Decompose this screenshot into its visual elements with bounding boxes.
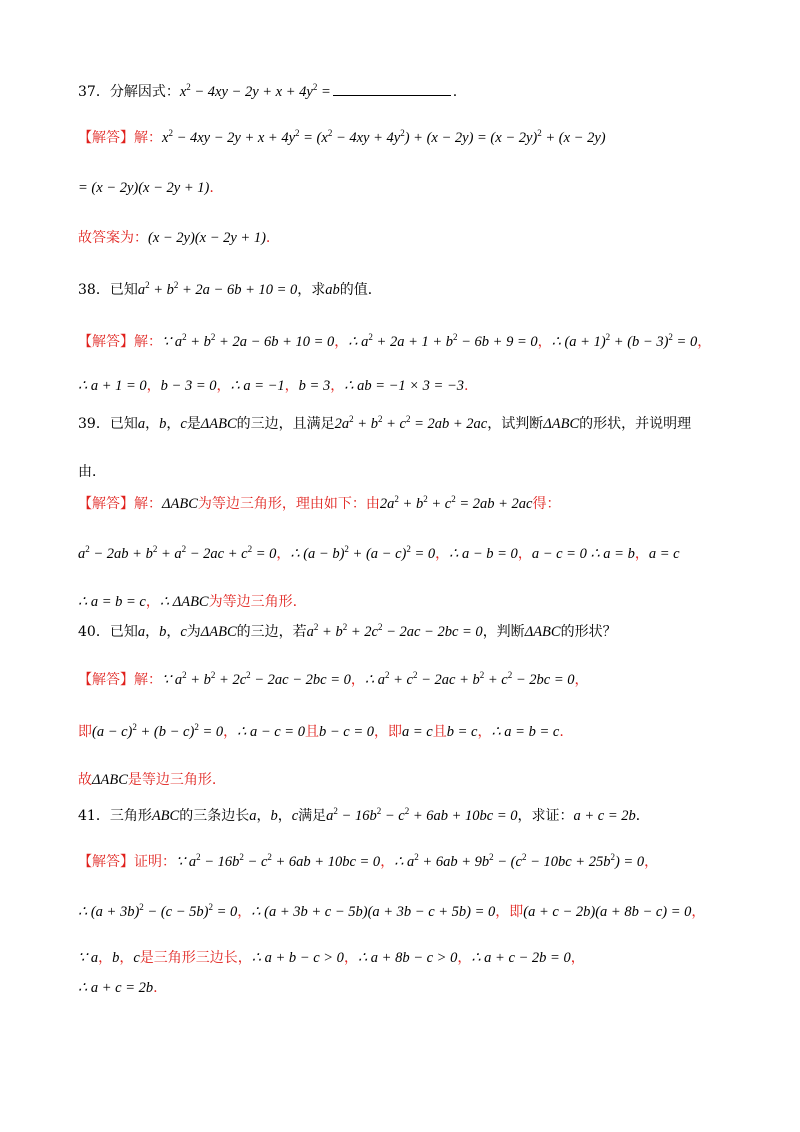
answer-text: ， <box>537 334 552 350</box>
math-expression: ∴ a + 8b − c > 0 <box>357 950 458 966</box>
math-expression: ∵ a <box>78 950 99 966</box>
answer-text: ， <box>145 594 160 610</box>
math-expression: ∴ a + c − 2b = 0 <box>471 950 571 966</box>
math-expression: ABC <box>151 808 180 824</box>
math-expression: ΔABC <box>200 624 237 640</box>
math-expression: b − 3 = 0 <box>160 378 217 394</box>
question-text: 由． <box>78 464 106 480</box>
math-expression: b <box>270 808 278 824</box>
question-text: ，判断 <box>482 624 525 640</box>
answer-text: . <box>265 230 271 246</box>
math-expression: ∴ $a^2 + c^2 - 2ac + b^2 + c^2 - 2bc = 0$ <box>364 670 575 688</box>
answer-text: 故 <box>78 772 92 788</box>
answer-text: 是三角形三边长， <box>139 950 252 966</box>
math-expression: (x − 2y)(x − 2y + 1) <box>148 230 266 246</box>
math-expression: = (x − 2y)(x − 2y + 1) <box>78 180 210 196</box>
question-text: ，求证： <box>517 808 574 824</box>
answer-text: ， <box>334 334 349 350</box>
answer-text: ， <box>330 378 345 394</box>
math-expression: a = c <box>648 546 680 562</box>
math-expression: a + c = 2b <box>573 808 636 824</box>
question-text: ， <box>166 624 181 640</box>
math-expression: ∴ a − c = 0 <box>237 724 305 740</box>
math-expression: ∵ $a^2 + b^2 + 2c^2 - 2ac - 2bc = 0$ <box>162 670 351 688</box>
answer-text: 【解答】 <box>78 496 134 512</box>
answer-text: ， <box>517 546 532 562</box>
math-expression: $2a^2 + b^2 + c^2 = 2ab + 2ac$ <box>379 494 533 512</box>
answer-text: 且 <box>432 724 447 740</box>
math-expression: a = c <box>401 724 433 740</box>
answer-text: ， <box>634 546 649 562</box>
math-expression: ∴ $a^2 + 6ab + 9b^2 - (c^2 - 10bc + 25b^2) = 0$ <box>394 852 645 870</box>
solution-line <box>78 494 560 514</box>
math-expression: b <box>159 416 167 432</box>
question-text: 的形状，并说明理 <box>579 416 692 432</box>
answer-text: ， <box>477 724 492 740</box>
solution-line <box>78 852 658 872</box>
math-expression: ∴ (a + 3b + c − 5b)(a + 3b − c + 5b) = 0 <box>251 904 496 920</box>
math-expression: $(a - c)^2 + (b - c)^2 = 0$ <box>92 722 224 740</box>
answer-text: ， <box>216 378 231 394</box>
math-expression: b = 3 <box>298 378 331 394</box>
answer-text: 证明： <box>134 854 176 870</box>
math-expression: ∴ a = b = c <box>78 594 146 610</box>
question-text: ，求 <box>297 282 326 298</box>
question-text: 的三边，且满足 <box>236 416 335 432</box>
question-text: 的三边，若 <box>236 624 307 640</box>
math-expression: b = c <box>446 724 478 740</box>
question-text: 满足 <box>298 808 327 824</box>
math-expression: a − c = 0 ∴ a = b <box>531 546 635 562</box>
answer-text: . <box>153 980 158 996</box>
answer-text: ， <box>284 378 299 394</box>
math-expression: b − c = 0 <box>318 724 374 740</box>
answer-text: ， <box>457 950 472 966</box>
math-expression: c <box>180 416 187 432</box>
math-expression: $a^2 - 2ab + b^2 + a^2 - 2ac + c^2 = 0$ <box>78 544 277 562</box>
math-expression: ΔABC <box>162 496 198 512</box>
solution-line <box>78 332 711 352</box>
answer-text: ， <box>98 950 113 966</box>
answer-text: 解： <box>134 496 162 512</box>
question-text: 38．已知 <box>78 282 138 298</box>
math-expression: c <box>291 808 299 824</box>
answer-text: ， <box>380 854 395 870</box>
solution-line <box>78 544 680 564</box>
math-expression: a <box>137 624 146 640</box>
question-text: ， <box>145 624 160 640</box>
math-expression: ∴ $(a + 1)^2 + (b - 3)^2 = 0$ <box>551 332 698 350</box>
solution-line <box>78 462 106 482</box>
solution-line <box>78 592 297 612</box>
answer-text: 【解答】 <box>78 854 134 870</box>
question-text: 的值． <box>339 282 382 298</box>
answer-text: ， <box>119 950 134 966</box>
solution-line <box>78 978 158 998</box>
math-expression: ∴ $(a - b)^2 + (a - c)^2 = 0$ <box>290 544 436 562</box>
math-expression: ∵ $a^2 + b^2 + 2a - 6b + 10 = 0$ <box>162 332 335 350</box>
answer-text: 为等边三角形，理由如下：由 <box>197 496 380 512</box>
answer-text: ， <box>276 546 291 562</box>
question-text: 37．分解因式： <box>78 84 180 100</box>
question-text: 39．已知 <box>78 416 138 432</box>
question-text: 41．三角形 <box>78 808 152 824</box>
math-expression: ΔABC <box>524 624 561 640</box>
math-expression: $x^2 - 4xy - 2y + x + 4y^2 = (x^2 - 4xy + 4y^2) + (x - 2y) = (x - 2y)^2 + (x - 2y)$ <box>162 128 606 146</box>
problem-statement-line <box>78 82 457 102</box>
answer-text: 即 <box>387 724 402 740</box>
solution-line <box>78 178 214 198</box>
math-expression: $a^2 + b^2 + 2c^2 - 2ac - 2bc = 0$ <box>306 622 483 640</box>
answer-text: 解： <box>134 672 162 688</box>
question-text: ， <box>256 808 271 824</box>
answer-text: ， <box>237 904 252 920</box>
answer-text: ， <box>350 672 365 688</box>
problem-statement-line <box>78 806 650 826</box>
solution-line <box>78 228 270 248</box>
question-text: 是 <box>186 416 201 432</box>
answer-text: . <box>209 180 214 196</box>
solution-line <box>78 770 216 790</box>
question-text: 为 <box>186 624 201 640</box>
math-expression: $a^2 - 16b^2 - c^2 + 6ab + 10bc = 0$ <box>326 806 518 824</box>
math-expression: ∴ a + b − c > 0 <box>251 950 344 966</box>
solution-line <box>78 722 564 742</box>
math-expression: ΔABC <box>92 772 128 788</box>
question-text: ， <box>166 416 181 432</box>
question-text: . <box>452 84 458 100</box>
answer-text: . <box>559 724 564 740</box>
answer-text: . <box>464 378 469 394</box>
math-expression: ∴ a = b = c <box>491 724 560 740</box>
answer-text: ， <box>570 950 585 966</box>
answer-text: 是等边三角形. <box>127 772 217 788</box>
question-text: 40．已知 <box>78 624 138 640</box>
answer-text: 且 <box>304 724 319 740</box>
answer-text: 即 <box>509 904 524 920</box>
answer-text: ， <box>644 854 659 870</box>
math-expression: a <box>249 808 257 824</box>
math-expression: a <box>137 416 146 432</box>
question-text: 的三条边长 <box>179 808 250 824</box>
solution-line <box>78 128 606 148</box>
solution-line <box>78 902 705 922</box>
question-text: ， <box>145 416 160 432</box>
solution-line <box>78 948 585 968</box>
answer-text: 【解答】 <box>78 130 134 146</box>
answer-text: 解： <box>134 130 162 146</box>
answer-text: ， <box>343 950 358 966</box>
answer-text: ， <box>435 546 450 562</box>
answer-text: 即 <box>78 724 92 740</box>
problem-statement-line <box>78 414 691 434</box>
math-expression: b <box>112 950 120 966</box>
math-expression: ∴ a − b = 0 <box>449 546 518 562</box>
math-expression: $2a^2 + b^2 + c^2 = 2ab + 2ac$ <box>334 414 488 432</box>
math-expression: ∴ a + c = 2b <box>78 980 154 996</box>
answer-text: ， <box>697 334 712 350</box>
answer-text: 解： <box>134 334 162 350</box>
math-expression: ab <box>325 282 340 298</box>
math-expression: ∴ $(a + 3b)^2 - (c - 5b)^2 = 0$ <box>78 902 238 920</box>
math-expression: ∴ ΔABC <box>159 594 209 610</box>
math-expression: ∴ a + 1 = 0 <box>78 378 147 394</box>
math-expression: ∵ $a^2 - 16b^2 - c^2 + 6ab + 10bc = 0$ <box>176 852 381 870</box>
problem-statement-line <box>78 622 617 642</box>
math-expression: ∴ ab = −1 × 3 = −3 <box>344 378 464 394</box>
question-text: 的形状？ <box>560 624 617 640</box>
math-expression: c <box>133 950 140 966</box>
math-expression: ΔABC <box>543 416 580 432</box>
answer-text: 【解答】 <box>78 334 134 350</box>
answer-blank <box>333 83 451 96</box>
solution-line <box>78 376 468 396</box>
question-text: ， <box>277 808 292 824</box>
math-expression: ∴ $a^2 + 2a + 1 + b^2 - 6b + 9 = 0$ <box>348 332 538 350</box>
answer-text: ， <box>691 904 706 920</box>
math-expression: ΔABC <box>200 416 237 432</box>
math-expression: b <box>159 624 167 640</box>
solution-line <box>78 670 588 690</box>
question-text: ． <box>635 808 650 824</box>
answer-text: 【解答】 <box>78 672 134 688</box>
answer-text: ， <box>146 378 161 394</box>
answer-text: 得： <box>532 496 561 512</box>
question-text: ，试判断 <box>487 416 544 432</box>
answer-text: ， <box>223 724 238 740</box>
answer-text: 故答案为： <box>78 230 148 246</box>
math-expression: ∴ a = −1 <box>230 378 285 394</box>
answer-text: ， <box>373 724 388 740</box>
answer-text: ， <box>574 672 589 688</box>
answer-text: 为等边三角形. <box>208 594 298 610</box>
problem-statement-line <box>78 280 382 300</box>
math-expression: c <box>180 624 187 640</box>
answer-text: ， <box>495 904 510 920</box>
math-expression: $a^2 + b^2 + 2a - 6b + 10 = 0$ <box>137 280 298 298</box>
math-expression: (a + c − 2b)(a + 8b − c) = 0 <box>523 904 692 920</box>
math-expression: $x^2 - 4xy - 2y + x + 4y^2$ = <box>179 82 331 100</box>
